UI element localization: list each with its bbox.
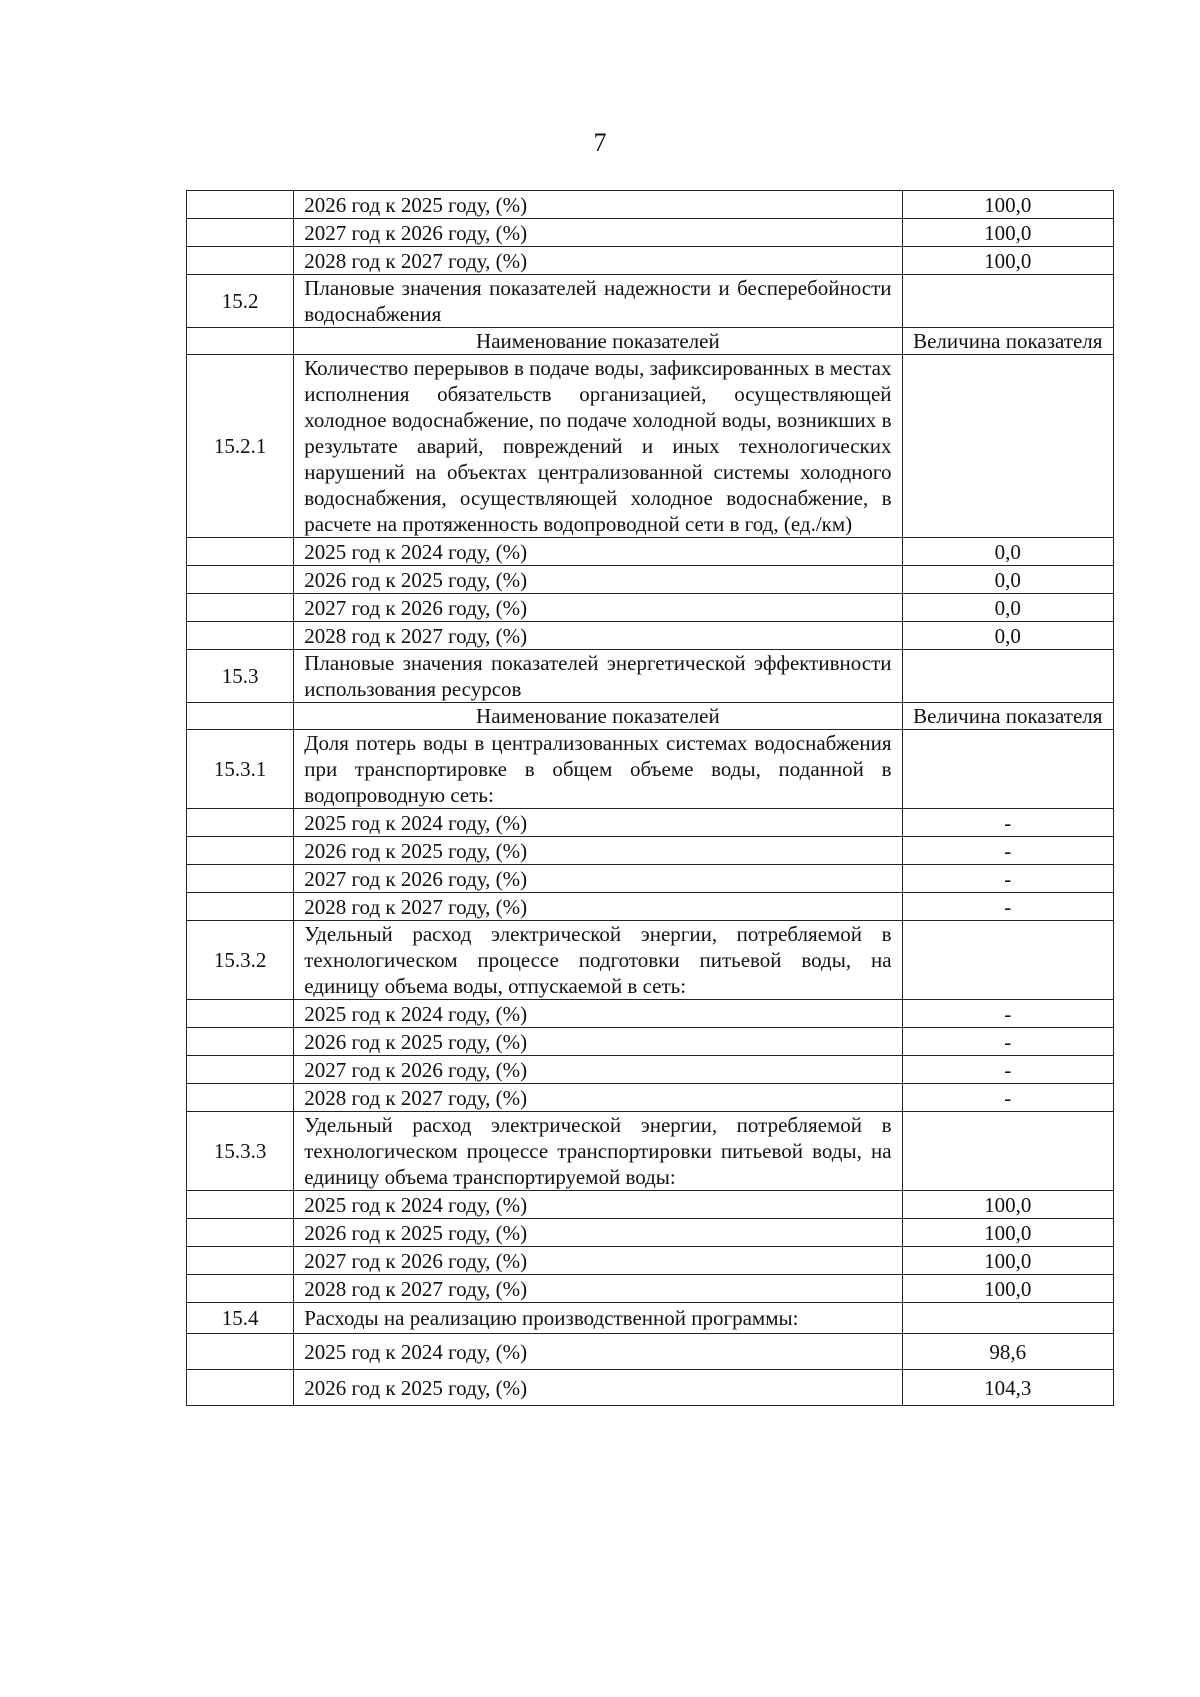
indicator-name-cell: 2026 год к 2025 году, (%) <box>294 837 902 865</box>
row-number-cell <box>187 1028 294 1056</box>
row-number-cell: 15.3.2 <box>187 921 294 1000</box>
table-row <box>187 355 1114 538</box>
indicator-value-cell: 100,0 <box>902 191 1113 219</box>
row-number-cell <box>187 837 294 865</box>
indicator-name-cell: 2027 год к 2026 году, (%) <box>294 594 902 622</box>
indicator-name-cell: 2025 год к 2024 году, (%) <box>294 1334 902 1370</box>
table-row <box>187 191 1114 219</box>
row-number-cell <box>187 1334 294 1370</box>
indicator-name-cell: Расходы на реализацию производственной программы: <box>294 1303 902 1334</box>
indicator-value-cell <box>902 921 1113 1000</box>
row-number-cell <box>187 865 294 893</box>
indicators-table-body <box>187 191 1114 1406</box>
indicator-name-cell: 2028 год к 2027 году, (%) <box>294 1084 902 1112</box>
table-row <box>187 1370 1114 1406</box>
column-header-value: Величина показателя <box>902 328 1113 355</box>
table-row <box>187 622 1114 650</box>
row-number-cell <box>187 809 294 837</box>
indicator-name-cell: 2026 год к 2025 году, (%) <box>294 1370 902 1406</box>
indicator-value-cell: 98,6 <box>902 1334 1113 1370</box>
table-row <box>187 650 1114 703</box>
table-row <box>187 921 1114 1000</box>
indicator-value-cell: - <box>902 1084 1113 1112</box>
row-number-cell: 15.2.1 <box>187 355 294 538</box>
table-row <box>187 1028 1114 1056</box>
indicator-value-cell: - <box>902 809 1113 837</box>
row-number-cell <box>187 893 294 921</box>
table-row <box>187 865 1114 893</box>
indicator-value-cell: 100,0 <box>902 1275 1113 1303</box>
table-row <box>187 1191 1114 1219</box>
indicator-name-cell: Плановые значения показателей энергетической эффективности использования ресурсов <box>294 650 902 703</box>
table-row <box>187 1275 1114 1303</box>
row-number-cell <box>187 566 294 594</box>
indicator-value-cell: 0,0 <box>902 594 1113 622</box>
row-number-cell: 15.3 <box>187 650 294 703</box>
indicators-table <box>186 190 1114 1406</box>
indicator-value-cell: 100,0 <box>902 219 1113 247</box>
indicator-name-cell: 2026 год к 2025 году, (%) <box>294 1028 902 1056</box>
row-number-cell <box>187 219 294 247</box>
indicator-name-cell: 2027 год к 2026 году, (%) <box>294 219 902 247</box>
row-number-cell <box>187 1275 294 1303</box>
indicator-name-cell: 2027 год к 2026 году, (%) <box>294 1056 902 1084</box>
indicator-value-cell: - <box>902 1056 1113 1084</box>
column-header-name: Наименование показателей <box>294 703 902 730</box>
indicator-name-cell: Удельный расход электрической энергии, потребляемой в технологическом процессе транспортировки питьевой воды, на единицу объема транспортируемой воды: <box>294 1112 902 1191</box>
table-row <box>187 566 1114 594</box>
indicator-name-cell: 2025 год к 2024 году, (%) <box>294 1191 902 1219</box>
table-row <box>187 219 1114 247</box>
table-row <box>187 1056 1114 1084</box>
indicator-value-cell: - <box>902 837 1113 865</box>
indicator-value-cell: 100,0 <box>902 247 1113 275</box>
row-number-cell <box>187 622 294 650</box>
table-row <box>187 1112 1114 1191</box>
indicator-name-cell: 2028 год к 2027 году, (%) <box>294 893 902 921</box>
indicator-name-cell: 2028 год к 2027 году, (%) <box>294 1275 902 1303</box>
table-row <box>187 1084 1114 1112</box>
table-row <box>187 594 1114 622</box>
row-number-cell <box>187 703 294 730</box>
table-row <box>187 1334 1114 1370</box>
indicator-value-cell: 0,0 <box>902 622 1113 650</box>
indicator-name-cell: 2025 год к 2024 году, (%) <box>294 538 902 566</box>
column-header-value: Величина показателя <box>902 703 1113 730</box>
indicator-name-cell: 2028 год к 2027 году, (%) <box>294 622 902 650</box>
row-number-cell <box>187 191 294 219</box>
indicator-value-cell: 100,0 <box>902 1191 1113 1219</box>
indicator-name-cell: Доля потерь воды в централизованных системах водоснабжения при транспортировке в общем объеме воды, поданной в водопроводную сеть: <box>294 730 902 809</box>
indicator-name-cell: 2027 год к 2026 году, (%) <box>294 865 902 893</box>
table-row <box>187 275 1114 328</box>
column-header-name: Наименование показателей <box>294 328 902 355</box>
indicator-name-cell: 2025 год к 2024 году, (%) <box>294 1000 902 1028</box>
page-number: 7 <box>593 128 607 157</box>
table-row <box>187 538 1114 566</box>
row-number-cell <box>187 1370 294 1406</box>
indicator-value-cell: - <box>902 893 1113 921</box>
row-number-cell: 15.4 <box>187 1303 294 1334</box>
table-row <box>187 730 1114 809</box>
table-row <box>187 328 1114 355</box>
indicator-name-cell: 2027 год к 2026 году, (%) <box>294 1247 902 1275</box>
table-row <box>187 893 1114 921</box>
row-number-cell <box>187 1000 294 1028</box>
table-row <box>187 809 1114 837</box>
indicator-name-cell: Плановые значения показателей надежности и бесперебойности водоснабжения <box>294 275 902 328</box>
indicator-value-cell: 100,0 <box>902 1219 1113 1247</box>
indicator-value-cell: - <box>902 1028 1113 1056</box>
indicator-value-cell <box>902 1112 1113 1191</box>
indicator-value-cell: 0,0 <box>902 566 1113 594</box>
indicator-value-cell: 104,3 <box>902 1370 1113 1406</box>
row-number-cell: 15.3.3 <box>187 1112 294 1191</box>
indicator-value-cell <box>902 275 1113 328</box>
table-row <box>187 1219 1114 1247</box>
table-row <box>187 837 1114 865</box>
indicator-name-cell: 2026 год к 2025 году, (%) <box>294 566 902 594</box>
row-number-cell: 15.3.1 <box>187 730 294 809</box>
table-row <box>187 247 1114 275</box>
indicator-value-cell: - <box>902 865 1113 893</box>
row-number-cell <box>187 1191 294 1219</box>
indicator-name-cell: Количество перерывов в подаче воды, зафиксированных в местах исполнения обязательств организацией, осуществляющей холодное водоснабжение, по подаче холодной воды, возникших в результате аварий, повреждений и иных технологических нарушений на объектах централизованной системы холодного водоснабжения, осуществляющей холодное водоснабжение, в расчете на протяженность водопроводной сети в год, (ед./км) <box>294 355 902 538</box>
indicator-name-cell: 2026 год к 2025 году, (%) <box>294 191 902 219</box>
row-number-cell <box>187 1219 294 1247</box>
indicator-name-cell: Удельный расход электрической энергии, потребляемой в технологическом процессе подготовки питьевой воды, на единицу объема воды, отпускаемой в сеть: <box>294 921 902 1000</box>
table-row <box>187 1247 1114 1275</box>
row-number-cell <box>187 594 294 622</box>
row-number-cell <box>187 247 294 275</box>
indicator-name-cell: 2028 год к 2027 году, (%) <box>294 247 902 275</box>
row-number-cell <box>187 538 294 566</box>
row-number-cell: 15.2 <box>187 275 294 328</box>
indicator-value-cell: - <box>902 1000 1113 1028</box>
indicator-value-cell <box>902 650 1113 703</box>
table-row <box>187 1303 1114 1334</box>
indicator-name-cell: 2025 год к 2024 году, (%) <box>294 809 902 837</box>
indicator-value-cell <box>902 1303 1113 1334</box>
indicator-value-cell: 0,0 <box>902 538 1113 566</box>
row-number-cell <box>187 328 294 355</box>
row-number-cell <box>187 1056 294 1084</box>
indicator-name-cell: 2026 год к 2025 году, (%) <box>294 1219 902 1247</box>
table-row <box>187 1000 1114 1028</box>
row-number-cell <box>187 1084 294 1112</box>
indicator-value-cell <box>902 355 1113 538</box>
table-row <box>187 703 1114 730</box>
indicator-value-cell: 100,0 <box>902 1247 1113 1275</box>
indicator-value-cell <box>902 730 1113 809</box>
row-number-cell <box>187 1247 294 1275</box>
